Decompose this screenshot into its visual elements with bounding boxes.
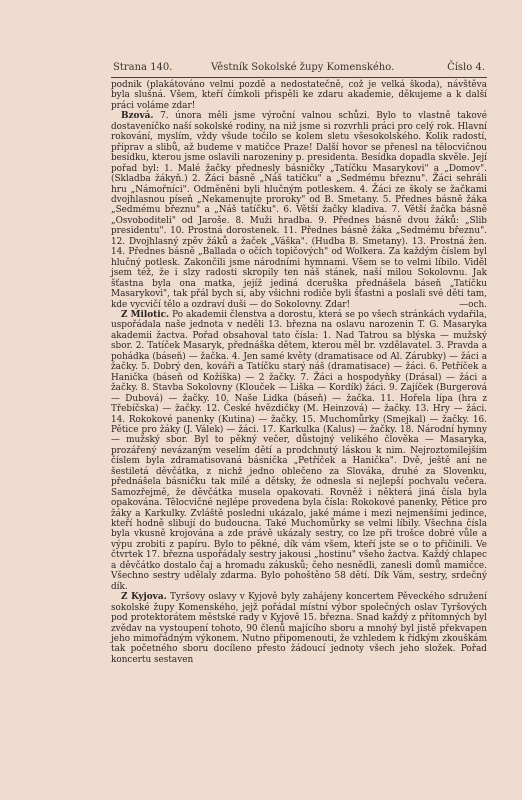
paragraph: [111, 310, 487, 592]
place-heading: Z Milotic.: [121, 309, 170, 320]
page-header: [113, 61, 485, 75]
page-number: Strana 140.: [113, 62, 173, 73]
paragraph: [111, 592, 487, 665]
paragraph: [111, 111, 487, 310]
place-heading: Bzová.: [121, 111, 154, 122]
paragraph-text: 7. února měli jsme výroční valnou schůzi. Bylo to vlastně takové dostaveníčko naší sokolské rodiny, na niž jsme si rozvrhli práci pro celý rok. Hlavní rokování, myslím, vždy všude točilo se kolem sletu všesokolského. Kolik radostí, příprav a slibů, až budeme v matičce Praze! Další hovor se přenesl na tělocvičnou besídku, kterou jsme oslavili narozeniny p. presidenta. Besídka dopadla skvěle. Její pořad byl: 1. Malé žačky přednesly básničky „Tatíčku Masarykovi" a „Domov". (Skladba žákyň.) 2. Žáci básně „Náš tatíčku" a „Sedmému březnu". Žáci sehráli hru „Námořníci". Odměněni byli hlučným potleskem. 4. Žáci ze školy se žačkami dvojhlasnou píseň „Nekamenujte proroky" od B. Smetany. 5. Přednes básně žáka „Sedmému březnu" a „Náš tatíčku". 6. Větší žačky kladiva. 7. Větší žačka básně „Osvoboditeli" od Jaroše. 8. Muži hradba. 9. Přednes básně dvou žáků: „Slib presidentu". 10. Prostná dorostenek. 11. Přednes básně žáka „Sedmému březnu". 12. Dvojhlasný zpěv žáků a žaček „Váška". (Hudba B. Smetany). 13. Prostná žen. 14. Přednes básně „Ballada o očích topičových" od Wolkera. Za každým číslem byl hlučný potlesk. Zakončili jsme národními hymnami. Všem se to velmi líbilo. Viděl jsem též, že i slzy radosti skropily ten náš stánek, naší milou Sokolovnu. Jak šťastna byla ona matka, jejíž jediná dceruška přednášela báseň „Tatíčku Masarykovi", tak přál bych si, aby všichni rodiče byli šťastni a poslali své děti tam, kde vycvičí tělo a ozdraví duši — do Sokolovny. Zdar!: [111, 111, 487, 310]
header-rule: [111, 77, 487, 78]
journal-title: Věstník Sokolské župy Komenského.: [211, 62, 395, 73]
paragraph-text: Tyršovy oslavy v Kyjově byly zahájeny koncertem Pěveckého sdružení sokolské župy Komenského, jejž pořádal místní výbor společných oslav Tyršových pod protektorátem městské rady v Kyjově 15. března. Snad každý z přítomných byl zvědav na vystoupení tohoto, 90 členů majícího sboru a mnohý byl jistě překvapen jeho mimořádným výkonem. Nutno připomenouti, že vzhledem k řídkým zkouškám tak početného sboru docíleno přesto žádoucí jednoty všech jeho složek. Pořad koncertu sestaven: [111, 592, 487, 665]
paragraph-text: Po akademii členstva a dorostu, která se po všech stránkách vydařila, uspořádala naše jednota v neděli 13. března na oslavu narozenin T. G. Masaryka akademii žactva. Pořad obsahoval tato čísla: 1. Nad Tatrou sa blýska — mužský sbor. 2. Tatíček Masaryk, přednáška dětem, kterou měl br. vzdělavatel. 3. Pravda a pohádka (báseň) — žačka. 4. Jen samé květy (dramatisace od Al. Zárubky) — žáci a žačky. 5. Dobrý den, kováři a Tatíčku starý náš (dramatisace) — žáci. 6. Petříček a Hanička (báseň od Kožíška) — 2 žačky. 7. Žáci a hospodyňky (Drásal) — žáci a žačky. 8. Stavba Sokolovny (Klouček — Liška — Kordík) žáci. 9. Zajíček (Burgerová — Dubová) — žačky. 10. Naše Lidka (báseň) — žačka. 11. Hořela lípa (hra z Třebíčska) — žačky. 12. České hvězdičky (M. Heinzová) — žačky. 13. Hry — žáci. 14. Rokokové panenky (Kutina) — žačky. 15. Muchomůrky (Smejkal) — žačky. 16. Pětice pro žáky (J. Válek) — žáci. 17. Karkulka (Kalus) — žačky. 18. Národní hymny — mužský sbor. Byl to pěkný večer, důstojný velikého člověka — Masaryka, prozářený nevázaným veselím dětí a prodchnutý láskou k nim. Nejroztomilejším číslem byla zdramatisovaná básnička „Petříček a Hanička". Dvě, ještě ani ne šestiletá děvčátka, z nichž jedno oblečeno za Slováka, druhé za Slovenku, přednášela básničku tak milé a dětsky, že odnesla si nejlepší pochvalu večera. Samozřejmě, že děvčátka musela opakovati. Rovněž i některá jiná čísla byla opakována. Tělocvičné nejlépe provedena byla čísla: Rokokové panenky, Pětice pro žáky a Karkulky. Zvláště posledni ukázalo, jaké máme i mezi nejmenšími jedince, kteří hodně slibují do budoucna. Také Muchomůrky se velmi líbily. Všechna čísla byla vkusně krojována a zde právě ukázaly sestry, co lze při trošce dobré vůle a výpu zrobiti z papíru. Bylo to pěkné, dík vám všem, kteří jste se o to přičinili. Ve čtvrtek 17. března uspořádaly sestry jakousi „hostinu" všeho žactva. Každý chlapec a děvčátko dostalo čaj a hromadu zákusků; čeho nesnědli, zanesli domů mamičce. Všechno sestry udělaly zdarma. Bylo pohoštěno 58 dětí. Dík Vám, sestry, srdečný dík.: [111, 309, 487, 592]
paragraph-text: podnik (plakátováno velmi pozdě a nedostatečně, což je velká škoda), návštěva byla slušná. Všem, kteří čímkoli přispěli ke zdaru akademie, děkujeme a k další práci voláme zdar!: [111, 80, 487, 111]
article-body: [111, 80, 487, 665]
paragraph: [111, 80, 487, 111]
issue-number: Číslo 4.: [447, 62, 485, 73]
signature: —och.: [459, 299, 487, 310]
place-heading: Z Kyjova.: [121, 592, 167, 603]
